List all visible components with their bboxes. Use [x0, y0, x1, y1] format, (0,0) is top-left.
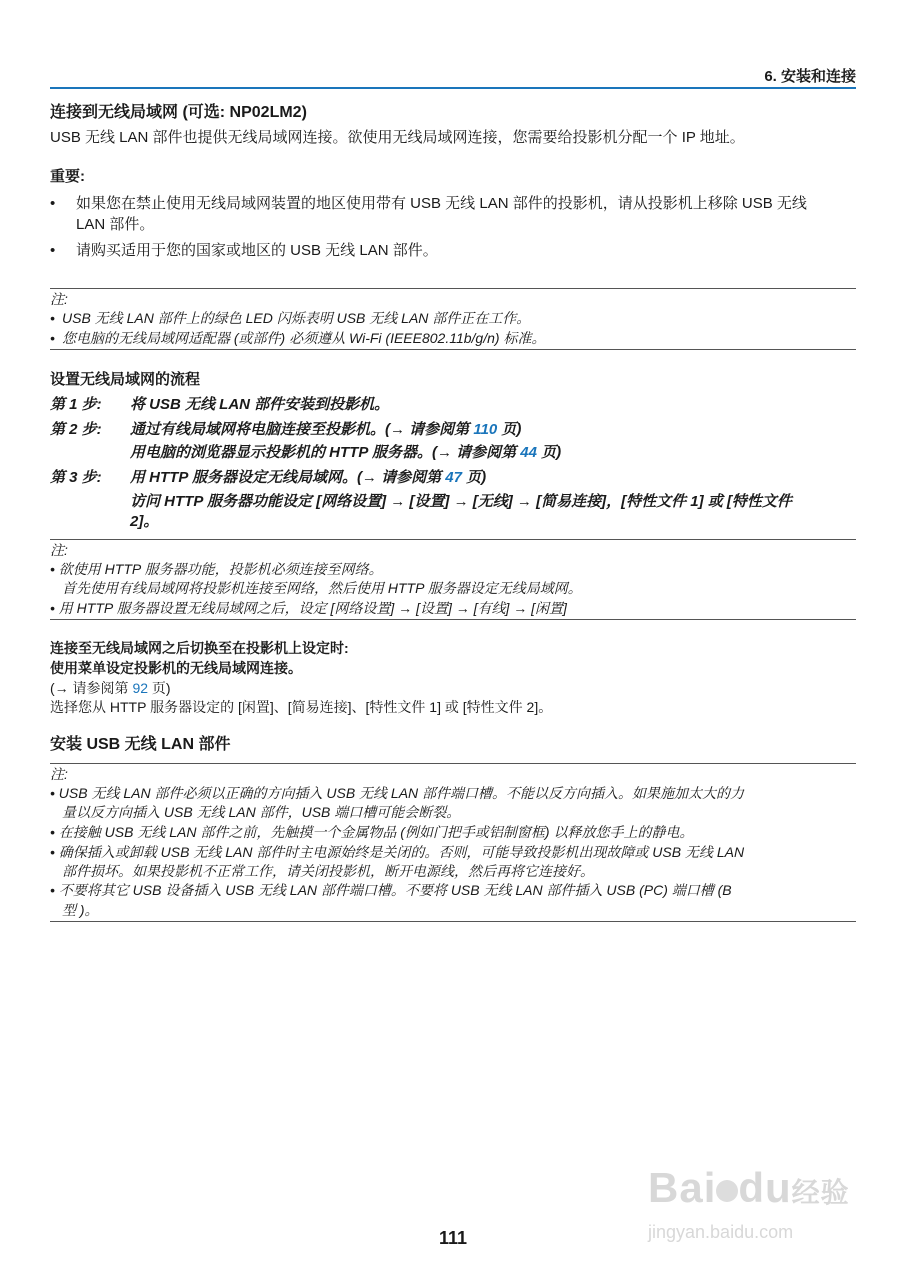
step-3: 第 3 步: 用 HTTP 服务器设定无线局域网。(→ 请参阅第 47 页): [50, 469, 487, 486]
note-line: 首先使用有线局域网将投影机连接至网络，然后使用 HTTP 服务器设定无线局域网。: [62, 580, 582, 596]
note-line: • USB 无线 LAN 部件必须以正确的方向插入 USB 无线 LAN 部件端口槽。不能以反方向插入。如果施加太大的力: [50, 785, 745, 801]
switch-heading-2: 使用菜单设定投影机的无线局域网连接。: [50, 660, 302, 676]
important-item-cont: LAN 部件。: [76, 216, 155, 233]
note-line: 型 )。: [62, 902, 99, 918]
note-label: 注:: [50, 291, 68, 307]
note-line: 部件损坏。如果投影机不正常工作，请关闭投影机，断开电源线，然后再将它连接好。: [62, 863, 594, 879]
chapter-header: 6. 安装和连接: [764, 68, 856, 85]
page-link-47[interactable]: 47: [445, 469, 462, 486]
step-3-cont: 访问 HTTP 服务器功能设定 [网络设置] → [设置] → [无线] → [简易连接]，[特性文件 1] 或 [特性文件: [130, 493, 792, 510]
install-title: 安装 USB 无线 LAN 部件: [50, 736, 231, 753]
section-title: 连接到无线局域网 (可选: NP02LM2): [50, 104, 307, 121]
note-item: • USB 无线 LAN 部件上的绿色 LED 闪烁表明 USB 无线 LAN 部件正在工作。: [50, 310, 531, 326]
important-item: • 如果您在禁止使用无线局域网装置的地区使用带有 USB 无线 LAN 部件的投影机，请从投影机上移除 USB 无线: [50, 195, 807, 212]
switch-ref: (→ 请参阅第 92 页): [50, 680, 171, 696]
note-item: • 您电脑的无线局域网适配器 (或部件) 必须遵从 Wi-Fi (IEEE802.11b/g/n) 标准。: [50, 330, 546, 346]
note-line: 量以反方向插入 USB 无线 LAN 部件，USB 端口槽可能会断裂。: [62, 804, 461, 820]
note-label: 注:: [50, 542, 68, 558]
switch-text: 选择您从 HTTP 服务器设定的 [闲置]、[简易连接]、[特性文件 1] 或 [特性文件 2]。: [50, 699, 553, 715]
switch-heading: 连接至无线局域网之后切换至在投影机上设定时:: [50, 640, 349, 656]
intro-text: USB 无线 LAN 部件也提供无线局域网连接。欲使用无线局域网连接，您需要给投影机分配一个 IP 地址。: [50, 129, 745, 146]
note-line: • 在接触 USB 无线 LAN 部件之前，先触摸一个金属物品 (例如门把手或铝制窗框) 以释放您手上的静电。: [50, 824, 694, 840]
step-1: 第 1 步: 将 USB 无线 LAN 部件安装到投影机。: [50, 396, 390, 413]
page-link-44[interactable]: 44: [520, 444, 537, 461]
note-rule-bottom: [50, 921, 856, 922]
step-2-cont: 用电脑的浏览器显示投影机的 HTTP 服务器。(→ 请参阅第 44 页): [130, 444, 562, 461]
header-rule: [50, 87, 856, 89]
step-2: 第 2 步: 通过有线局域网将电脑连接至投影机。(→ 请参阅第 110 页): [50, 421, 522, 438]
note-rule-top: [50, 763, 856, 764]
note-rule-bottom: [50, 619, 856, 620]
page-link-92[interactable]: 92: [132, 680, 149, 696]
page-number: 111: [438, 1228, 468, 1248]
important-item: • 请购买适用于您的国家或地区的 USB 无线 LAN 部件。: [50, 242, 438, 259]
important-label: 重要:: [50, 168, 85, 185]
note-rule-top: [50, 539, 856, 540]
note-line: • 用 HTTP 服务器设置无线局域网之后，设定 [网络设置] → [设置] → [有线] → [闲置]: [50, 600, 567, 616]
note-line: • 欲使用 HTTP 服务器功能，投影机必须连接至网络。: [50, 561, 383, 577]
step-3-cont2: 2]。: [130, 513, 159, 530]
flow-title: 设置无线局域网的流程: [50, 371, 201, 388]
page-link-110[interactable]: 110: [473, 421, 498, 438]
note-label: 注:: [50, 766, 68, 782]
watermark-brand: Bai du经验: [648, 1164, 850, 1211]
watermark-url: jingyan.baidu.com: [648, 1222, 794, 1242]
note-line: • 不要将其它 USB 设备插入 USB 无线 LAN 部件端口槽。不要将 USB 无线 LAN 部件插入 USB (PC) 端口槽 (B: [50, 882, 732, 898]
note-line: • 确保插入或卸载 USB 无线 LAN 部件时主电源始终是关闭的。否则，可能导致投影机出现故障或 USB 无线 LAN: [50, 844, 745, 860]
note-rule-bottom: [50, 349, 856, 350]
note-rule-top: [50, 288, 856, 289]
